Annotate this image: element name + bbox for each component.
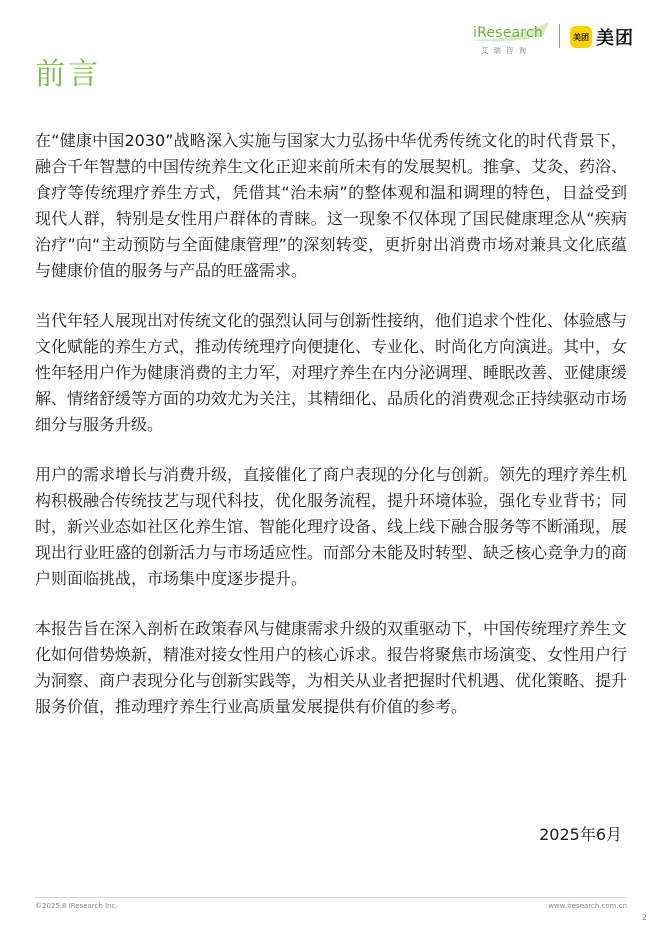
paragraph-1: 在“健康中国2030”战略深入实施与国家大力弘扬中华优秀传统文化的时代背景下，融合千年智慧的中国传统养生文化正迎来前所未有的发展契机。推拿、艾灸、药浴、食疗等传统理疗养生方式，凭借其“治未病”的整体观和温和调理的特色，日益受到现代人群，特别是女性用户群体的青睐。这一现象不仅体现了国民健康理念从“疾病治疗”向“主动预防与全面健康管理”的深刻转变，更折射出消费市场对兼具文化底蕴与健康价值的服务与产品的旺盛需求。 — [35, 131, 628, 280]
footer-copyright: ©2025.8 iResearch Inc. — [35, 902, 118, 910]
header-logos — [467, 20, 634, 56]
paragraph-4: 本报告旨在深入剖析在政策春风与健康需求升级的双重驱动下，中国传统理疗养生文化如何借势焕新，精准对接女性用户的核心诉求。报告将聚焦市场演变、女性用户行为洞察、商户表现分化与创新实践等，为相关从业者把握时代机遇、优化策略、提升服务价值，推动理疗养生行业高质量发展提供有价值的参考。 — [35, 619, 628, 716]
iresearch-wordmark: iResearch — [473, 25, 543, 41]
report-date: 2025年6月 — [539, 825, 622, 844]
paragraph-2: 当代年轻人展现出对传统文化的强烈认同与创新性接纳，他们追求个性化、体验感与文化赋能的养生方式，推动传统理疗向便捷化、专业化、时尚化方向演进。其中，女性年轻用户作为健康消费的主力军，对理疗养生在内分泌调理、睡眠改善、亚健康缓解、情绪舒缓等方面的功效尤为关注，其精细化、品质化的消费观念正持续驱动市场细分与服务升级。 — [35, 311, 628, 434]
body-text — [35, 128, 627, 744]
footer-website: www.iresearch.com.cn — [548, 902, 627, 910]
iresearch-subtitle: 艾瑞咨询 — [481, 46, 531, 55]
paragraph-3: 用户的需求增长与消费升级，直接催化了商户表现的分化与创新。领先的理疗养生机构积极融合传统技艺与现代科技，优化服务流程，提升环境体验，强化专业背书；同时，新兴业态如社区化养生馆、智能化理疗设备、线上线下融合服务等不断涌现，展现出行业旺盛的创新活力与市场适应性。而部分未能及时转型、缺乏核心竞争力的商户则面临挑战，市场集中度逐步提升。 — [35, 465, 628, 588]
meituan-logo — [570, 24, 634, 50]
page-title: 前言 — [35, 57, 101, 92]
logo-divider — [559, 24, 560, 48]
page-number: 2 — [641, 913, 647, 922]
footer-divider — [35, 897, 627, 898]
iresearch-logo — [467, 20, 551, 56]
meituan-badge-icon: 美团 — [570, 26, 592, 48]
meituan-wordmark: 美团 — [596, 28, 634, 49]
